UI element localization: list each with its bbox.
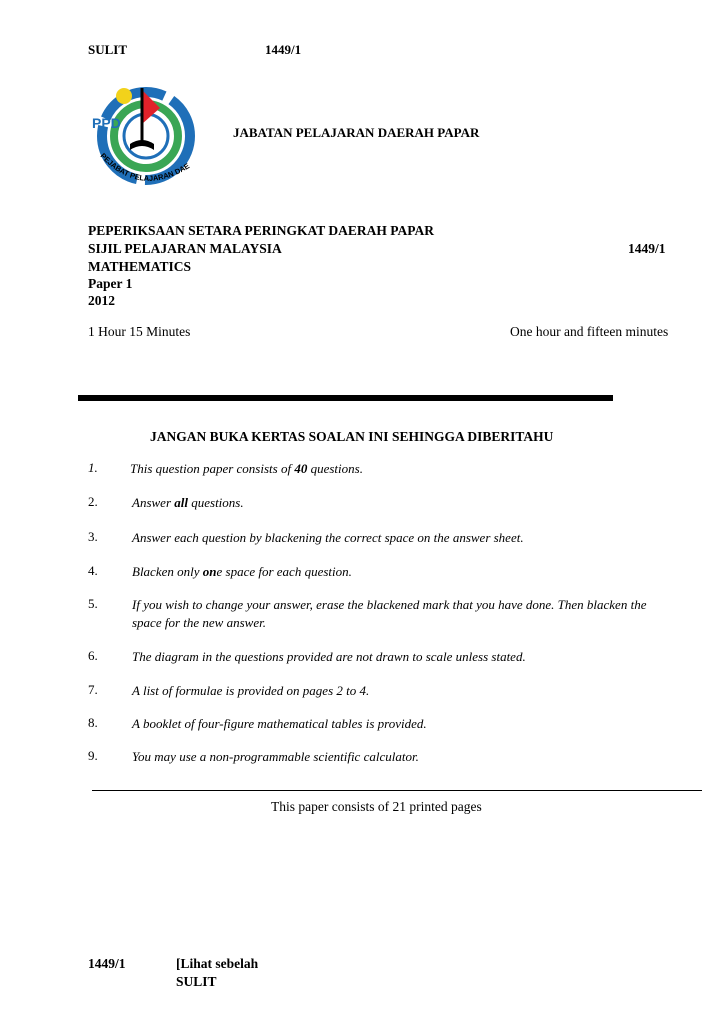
duration-long: One hour and fifteen minutes [510,324,669,339]
logo-ring-text: PEJABAT PELAJARAN DAE [98,151,192,183]
paper-code-right: 1449/1 [628,241,666,256]
instruction-number: 4. [88,563,98,578]
footer-sulit: SULIT [176,974,217,989]
instruction-number: 1. [88,460,98,475]
instruction-number: 9. [88,748,98,763]
sulit-label: SULIT [88,42,128,57]
pages-note: This paper consists of 21 printed pages [271,799,482,814]
paper-number: Paper 1 [88,276,133,291]
duration-short: 1 Hour 15 Minutes [88,324,191,339]
exam-title-line2: SIJIL PELAJARAN MALAYSIA [88,241,282,256]
footer-paper-code: 1449/1 [88,956,126,971]
instruction-number: 6. [88,648,98,663]
thick-divider [78,395,613,401]
paper-code-top: 1449/1 [265,42,302,57]
thin-divider [92,790,702,791]
department-name: JABATAN PELAJARAN DAERAH PAPAR [233,125,480,140]
footer-next-page: [Lihat sebelah [176,956,259,971]
instruction-number: 3. [88,529,98,544]
instruction-number: 2. [88,494,98,509]
exam-title-line1: PEPERIKSAAN SETARA PERINGKAT DAERAH PAPAR [88,223,435,238]
instruction-number: 7. [88,682,98,697]
warning-text: JANGAN BUKA KERTAS SOALAN INI SEHINGGA DIBERITAHU [150,429,554,444]
logo-initials: PPD [92,115,121,131]
instruction-number: 8. [88,715,98,730]
subject: MATHEMATICS [88,259,192,274]
ppd-logo [80,78,204,202]
exam-year: 2012 [88,293,115,308]
instruction-number: 5. [88,596,98,611]
